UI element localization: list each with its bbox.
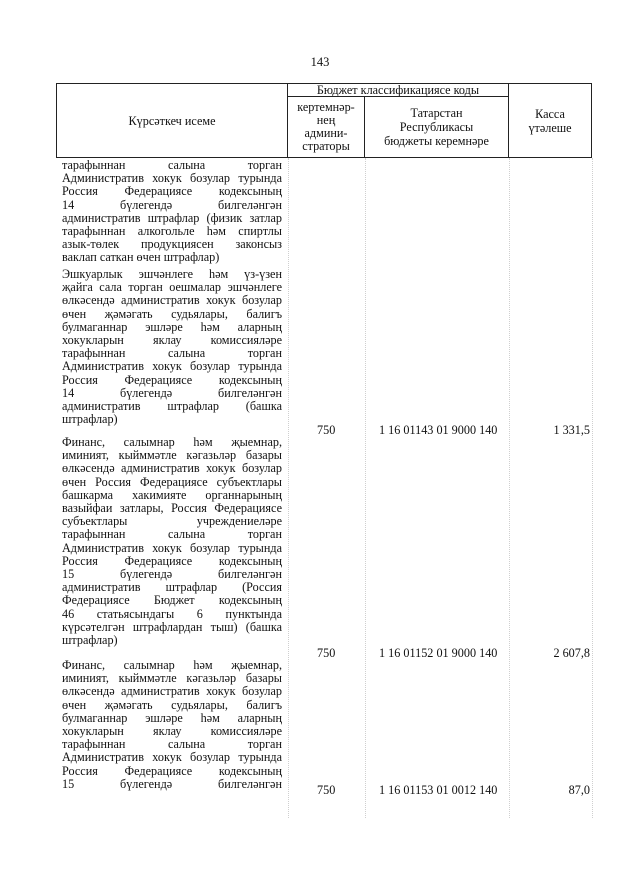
column-guide [592, 158, 593, 818]
description-line: Финанс, салымнар һәм җыемнар, [62, 658, 282, 672]
description-line: өчен җәмәгать судьялары, балигъ [62, 306, 282, 321]
description-line: тарафыннан салына торган [62, 737, 282, 752]
description-line: 46 статьясындагы 6 пунктында [62, 606, 282, 621]
header-admin-label: кертемнәр- нең админи- страторы [297, 100, 355, 153]
row-cash-amount: 2 607,8 [553, 646, 590, 660]
header-revenue-label: Татарстан Республикасы бюджеты керемнәре [384, 106, 489, 148]
row-description [62, 436, 282, 647]
description-line: тарафыннан салына торган [62, 158, 282, 172]
row-description [62, 159, 282, 265]
row-revenue-code: 1 16 01143 01 9000 140 [379, 423, 498, 437]
description-line: вазыйфаи затлары, Россия Федерациясе [62, 501, 282, 516]
row-admin-code: 750 [317, 423, 336, 437]
header-budget-code-title: Бюджет классификациясе коды [316, 83, 480, 97]
description-line: башкарма хакимияте органнарының [62, 487, 282, 502]
description-line: Россия Федерациясе кодексының [62, 372, 282, 387]
description-line: өчен җәмәгать судьялары, балигъ [62, 697, 282, 712]
description-line: иминият, кыйммәтле кәгазьләр базары [62, 671, 282, 686]
description-line: тарафыннан алкогольле һәм спиртлы [62, 224, 282, 239]
description-line: штрафлар) [62, 412, 118, 427]
description-line: иминият, кыйммәтле кәгазьләр базары [62, 448, 282, 463]
description-line: административ штрафлар (Россия [62, 580, 282, 595]
page-number: 143 [310, 55, 330, 69]
row-admin-code: 750 [317, 783, 336, 797]
description-line: өчен Россия Федерациясе субъектлары [62, 474, 282, 489]
description-line: Административ хокук бозулар турында [62, 750, 282, 765]
header-cash-label: Касса үтәлеше [528, 106, 572, 135]
row-cash-amount: 87,0 [568, 783, 590, 797]
description-line: штрафлар) [62, 633, 118, 648]
row-admin-code: 750 [317, 646, 336, 660]
description-line: административ штрафлар (башка [62, 399, 282, 414]
row-description [62, 659, 282, 791]
description-line: хокукларын яклау комиссияләре [62, 333, 282, 348]
description-line: азык-төлек продукциясен законсыз [62, 237, 282, 252]
description-line: 15 бүлегендә билгеләнгән [62, 776, 282, 791]
description-line: җайга сала торган оешмалар эшчәнлеге [62, 280, 282, 295]
column-guide [288, 158, 289, 818]
description-line: административ штрафлар (физик затлар [62, 210, 282, 225]
description-line: өлкәсендә административ хокук бозулар [62, 461, 282, 476]
row-description [62, 268, 282, 426]
description-line: булмаганнар эшләре һәм аларның [62, 710, 282, 725]
row-revenue-code: 1 16 01153 01 0012 140 [379, 783, 498, 797]
description-line: Россия Федерациясе кодексының [62, 553, 282, 568]
description-line: тарафыннан салына торган [62, 346, 282, 361]
description-line: субъектлары учреждениеләре [62, 514, 282, 529]
description-line: ваклап саткан өчен штрафлар) [62, 250, 220, 265]
description-line: Административ хокук бозулар турында [62, 171, 282, 186]
description-line: Россия Федерациясе кодексының [62, 763, 282, 778]
description-line: 14 бүлегендә билгеләнгән [62, 385, 282, 400]
column-guide [509, 158, 510, 818]
description-line: булмаганнар эшләре һәм аларның [62, 319, 282, 334]
description-line: Россия Федерациясе кодексының [62, 184, 282, 199]
description-line: Эшкуарлык эшчәнлеге һәм үз-үзен [62, 267, 282, 281]
header-indicator-name: Күрсәткеч исеме [128, 113, 216, 128]
description-line: өлкәсендә административ хокук бозулар [62, 684, 282, 699]
row-cash-amount: 1 331,5 [553, 423, 590, 437]
description-line: хокукларын яклау комиссияләре [62, 724, 282, 739]
description-line: өлкәсендә административ хокук бозулар [62, 293, 282, 308]
description-line: 14 бүлегендә билгеләнгән [62, 197, 282, 212]
description-line: Финанс, салымнар һәм җыемнар, [62, 435, 282, 449]
description-line: Административ хокук бозулар турында [62, 540, 282, 555]
column-guide [365, 158, 366, 818]
description-line: Административ хокук бозулар турында [62, 359, 282, 374]
description-line: тарафыннан салына торган [62, 527, 282, 542]
description-line: Федерациясе Бюджет кодексының [62, 593, 282, 608]
row-revenue-code: 1 16 01152 01 9000 140 [379, 646, 498, 660]
description-line: 15 бүлегендә билгеләнгән [62, 567, 282, 582]
description-line: күрсәтелгән штрафлардан тыш) (башка [62, 619, 282, 634]
